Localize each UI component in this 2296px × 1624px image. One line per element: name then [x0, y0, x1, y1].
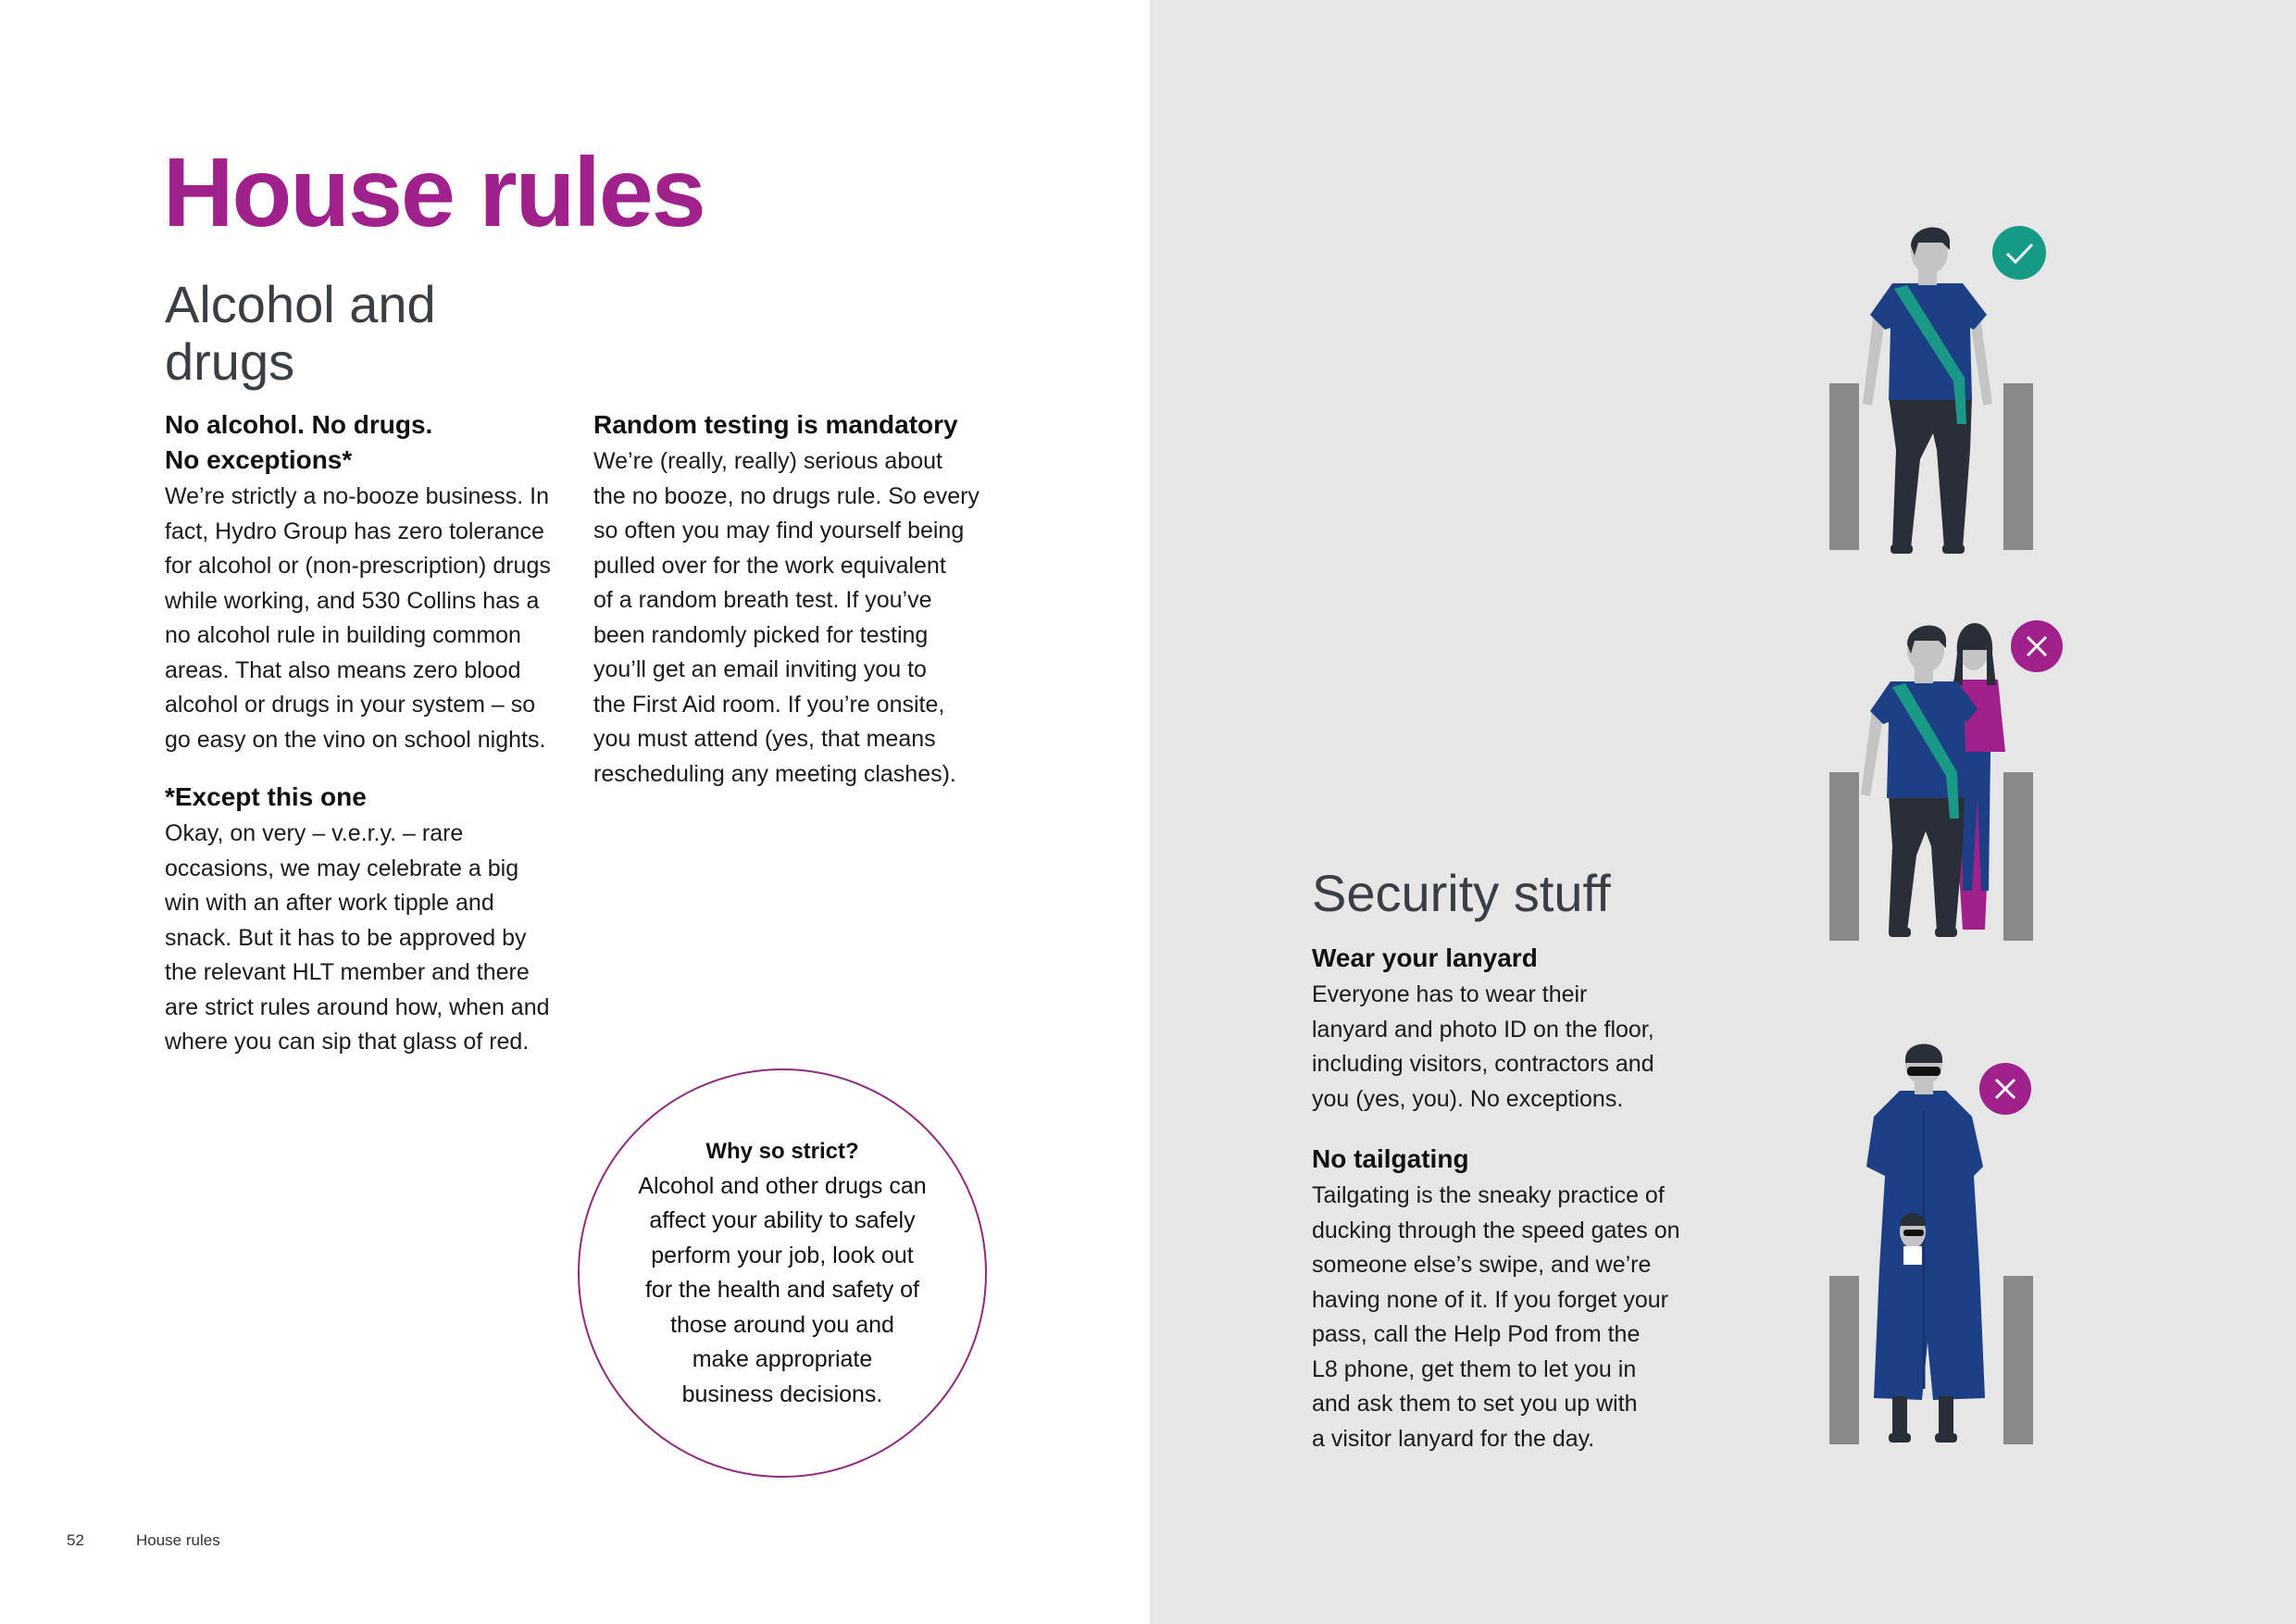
body-line: you (yes, you). No exceptions.	[1312, 1085, 1624, 1112]
body-line: you must attend (yes, that means	[593, 726, 936, 752]
body-line: Everyone has to wear their	[1312, 981, 1588, 1007]
why-body	[630, 1169, 935, 1413]
body-line: perform your job, look out	[651, 1242, 914, 1268]
tailgating-section	[1312, 1142, 1719, 1456]
speed-gate-left	[1829, 383, 1859, 550]
body-line: Tailgating is the sneaky practice of	[1312, 1182, 1665, 1208]
body-line: the relevant HLT member and there	[165, 959, 530, 985]
body-line: business decisions.	[681, 1380, 883, 1407]
page-number: 52	[67, 1531, 84, 1549]
body-line: We’re (really, really) serious about	[593, 448, 942, 474]
body-line: occasions, we may celebrate a big	[165, 855, 519, 881]
alcohol-heading	[165, 276, 436, 391]
speed-gate-left	[1829, 772, 1859, 941]
speed-gate-right	[2003, 772, 2033, 941]
body-line: areas. That also means zero blood	[165, 656, 521, 683]
body-line: We’re strictly a no-booze business. In	[165, 483, 550, 509]
tailgating-title: No tailgating	[1312, 1144, 1469, 1173]
lanyard-section	[1312, 941, 1719, 1117]
except-body	[165, 817, 572, 1060]
no-alcohol-title-line-1: No alcohol. No drugs.	[165, 410, 433, 439]
page-title: House rules	[163, 138, 705, 247]
body-line: so often you may find yourself being	[593, 518, 965, 543]
body-line: make appropriate	[692, 1346, 873, 1372]
body-line: Okay, on very – v.e.r.y. – rare	[165, 820, 464, 846]
speed-gate-left	[1829, 1276, 1859, 1444]
cross-icon	[1979, 1063, 2031, 1115]
no-alcohol-title-line-2: No exceptions*	[165, 445, 353, 474]
body-line: snack. But it has to be approved by	[165, 924, 527, 951]
body-line: win with an after work tipple and	[165, 890, 494, 916]
body-line: ducking through the speed gates on	[1312, 1217, 1680, 1243]
body-line: alcohol or drugs in your system – so	[165, 692, 536, 718]
check-icon	[1992, 226, 2046, 280]
illustration-disguise	[1815, 1037, 2074, 1454]
body-line: Alcohol and other drugs can	[638, 1172, 927, 1199]
body-line: while working, and 530 Collins has a	[165, 587, 540, 614]
speed-gate-right	[2003, 383, 2033, 550]
tailgating-body	[1312, 1179, 1719, 1456]
body-line: pass, call the Help Pod from the	[1312, 1321, 1641, 1347]
body-line: including visitors, contractors and	[1312, 1051, 1654, 1077]
no-alcohol-section	[165, 407, 572, 757]
body-line: for the health and safety of	[644, 1277, 920, 1303]
footer-label: House rules	[136, 1531, 220, 1549]
body-line: having none of it. If you forget your	[1312, 1286, 1668, 1313]
body-line: L8 phone, get them to let you in	[1312, 1355, 1637, 1382]
body-line: of a random breath test. If you’ve	[593, 587, 932, 613]
body-line: fact, Hydro Group has zero tolerance	[165, 518, 544, 544]
body-line: go easy on the vino on school nights.	[165, 726, 546, 753]
illustration-tailgating	[1815, 613, 2074, 956]
body-line: the First Aid room. If you’re onsite,	[593, 691, 945, 718]
why-title: Why so strict?	[705, 1139, 859, 1164]
body-line: and ask them to set you up with	[1312, 1391, 1638, 1417]
body-line: lanyard and photo ID on the floor,	[1312, 1016, 1654, 1043]
body-line: been randomly picked for testing	[593, 621, 929, 648]
body-line: for alcohol or (non-prescription) drugs	[165, 553, 551, 579]
alcohol-heading-line-1: Alcohol and	[165, 275, 436, 333]
cross-icon	[2011, 620, 2063, 672]
body-line: someone else’s swipe, and we’re	[1312, 1252, 1652, 1278]
body-line: are strict rules around how, when and	[165, 993, 550, 1020]
body-line: where you can sip that glass of red.	[165, 1029, 530, 1055]
alcohol-heading-line-2: drugs	[165, 332, 295, 391]
body-line: you’ll get an email inviting you to	[593, 656, 927, 682]
except-section	[165, 780, 572, 1060]
lanyard-title: Wear your lanyard	[1312, 943, 1538, 972]
random-testing-title: Random testing is mandatory	[593, 410, 958, 439]
illustration-lanyard-ok	[1815, 219, 2074, 561]
body-line: rescheduling any meeting clashes).	[593, 760, 956, 787]
lanyard-body	[1312, 978, 1719, 1117]
except-title: *Except this one	[165, 782, 367, 811]
why-so-strict-callout	[578, 1068, 987, 1478]
body-line: the no booze, no drugs rule. So every	[593, 482, 980, 509]
random-testing-section	[593, 407, 1001, 792]
body-line: a visitor lanyard for the day.	[1312, 1425, 1595, 1452]
speed-gate-right	[2003, 1276, 2033, 1444]
body-line: no alcohol rule in building common	[165, 622, 521, 648]
random-testing-body	[593, 444, 1001, 792]
body-line: affect your ability to safely	[649, 1207, 916, 1233]
body-line: those around you and	[670, 1311, 894, 1338]
security-heading: Security stuff	[1312, 864, 1611, 922]
body-line: pulled over for the work equivalent	[593, 552, 946, 579]
no-alcohol-body	[165, 480, 572, 757]
